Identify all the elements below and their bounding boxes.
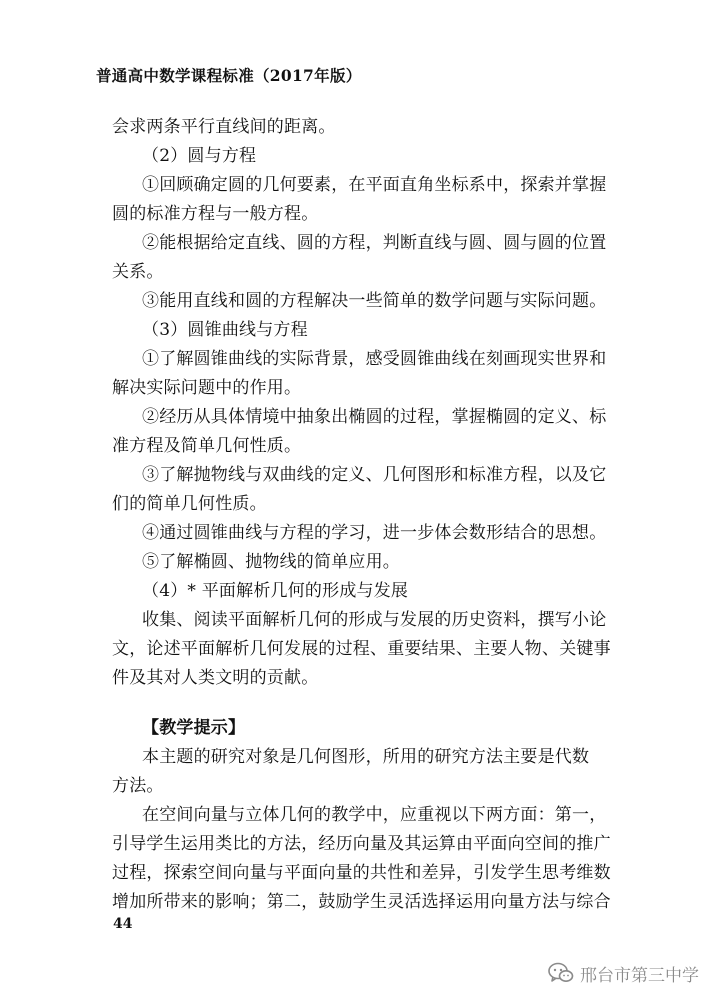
text-line: ⑤了解椭圆、抛物线的简单应用。 [142,552,400,572]
text-line: 本主题的研究对象是几何图形，所用的研究方法主要是代数 [142,747,590,767]
section-heading: （2）圆与方程 [142,146,257,166]
wechat-icon [548,962,574,984]
text-line: 方法。 [112,776,164,796]
text-line: 引导学生运用类比的方法，经历向量及其运算由平面向空间的推广 [112,834,611,854]
text-line: ④通过圆锥曲线与方程的学习，进一步体会数形结合的思想。 [142,523,607,543]
text-line: 增加所带来的影响；第二，鼓励学生灵活选择运用向量方法与综合 [112,892,611,912]
watermark [548,960,699,986]
text-line: ③能用直线和圆的方程解决一些简单的数学问题与实际问题。 [142,291,607,311]
text-line: ②能根据给定直线、圆的方程，判断直线与圆、圆与圆的位置 [142,233,607,253]
text-line: 过程，探索空间向量与平面向量的共性和差异，引发学生思考维数 [112,863,611,883]
text-line: 件及其对人类文明的贡献。 [112,668,319,688]
text-line: ①回顾确定圆的几何要素，在平面直角坐标系中，探索并掌握 [142,175,607,195]
page-number: 44 [113,916,133,932]
watermark-text: 邢台市第三中学 [580,965,699,986]
running-header: 普通高中数学课程标准（2017年版） [96,66,362,85]
text-line: 会求两条平行直线间的距离。 [112,117,336,137]
text-line: ①了解圆锥曲线的实际背景，感受圆锥曲线在刻画现实世界和 [142,349,607,369]
text-line: 收集、阅读平面解析几何的形成与发展的历史资料，撰写小论 [142,610,607,630]
teaching-tips-heading: 【教学提示】 [142,718,246,738]
text-line: 圆的标准方程与一般方程。 [112,204,319,224]
text-line: 们的简单几何性质。 [112,494,267,514]
text-line: ③了解抛物线与双曲线的定义、几何图形和标准方程，以及它 [142,465,607,485]
text-line: 关系。 [112,262,164,282]
section-heading: （3）圆锥曲线与方程 [142,320,308,340]
text-line: 文，论述平面解析几何发展的过程、重要结果、主要人物、关键事 [112,639,611,659]
text-line: 准方程及简单几何性质。 [112,436,302,456]
section-heading: （4）* 平面解析几何的形成与发展 [142,581,409,601]
text-line: 解决实际问题中的作用。 [112,378,302,398]
text-line: ②经历从具体情境中抽象出椭圆的过程，掌握椭圆的定义、标 [142,407,607,427]
text-line: 在空间向量与立体几何的教学中，应重视以下两方面：第一， [142,805,607,825]
